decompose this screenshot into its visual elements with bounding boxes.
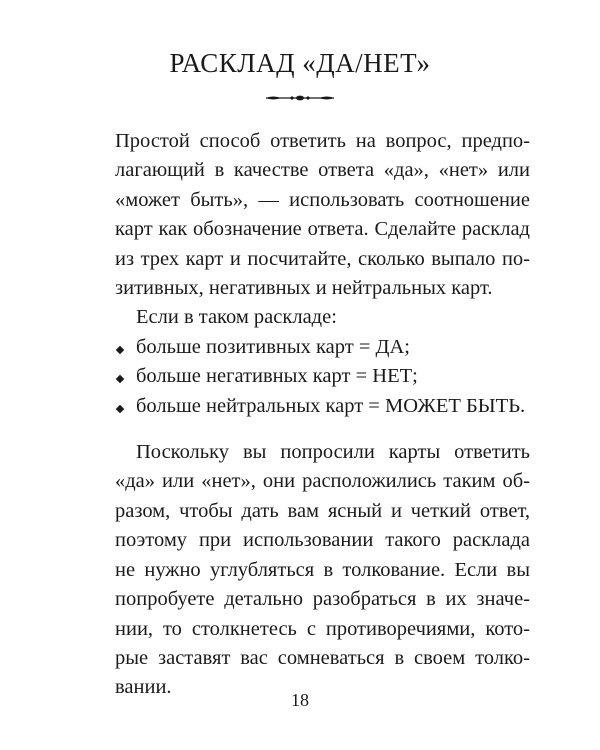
list-item-text: больше нейтральных карт = МОЖЕТ БЫТЬ.: [136, 394, 526, 417]
paragraph-2-line: поэтому при использовании такого расклада: [115, 529, 530, 552]
page-title: РАСКЛАД «ДА/НЕТ»: [169, 48, 431, 78]
paragraph-1-line: «может быть», — использовать соотношение: [115, 188, 530, 211]
list-item: [115, 362, 530, 391]
list-item: [115, 333, 530, 362]
page-number: 18: [291, 690, 309, 710]
paragraph-1-line: из трех карт и посчитайте, сколько выпало по-: [115, 247, 530, 270]
paragraph-2-line: рые заставят вас сомневаться в своем толко-: [115, 646, 530, 669]
paragraph-2-line: Поскольку вы попросили карты ответить: [136, 441, 530, 464]
bullets-intro: Если в таком раскладе:: [136, 306, 337, 329]
paragraph-2-line: нии, то столкнетесь с противоречиями, кото-: [115, 617, 530, 640]
paragraph-2-line: не нужно углубляться в толкование. Если вы: [115, 558, 530, 581]
body-text: [115, 127, 530, 703]
list-item-text: больше негативных карт = НЕТ;: [136, 365, 418, 388]
paragraph-2-line: разом, чтобы дать вам ясный и четкий ответ,: [115, 499, 530, 522]
paragraph-1-line: лагающий в качестве ответа «да», «нет» или: [115, 159, 530, 182]
paragraph-1-line: карт как обозначение ответа. Сделайте расклад: [115, 218, 530, 241]
paragraph-1-line: зитивных, негативных и нейтральных карт.: [115, 277, 493, 300]
paragraph-gap: [115, 421, 530, 438]
list-item-text: больше позитивных карт = ДА;: [136, 335, 410, 358]
paragraph-2-line: попробуете детально разобраться в их значе-: [115, 588, 530, 611]
paragraph-2-line: «да» или «нет», они расположились таким об-: [115, 470, 530, 493]
paragraph-1-line: Простой способ ответить на вопрос, предпо-: [115, 130, 530, 152]
title-ornament: [265, 91, 335, 105]
bullet-list: [115, 333, 530, 421]
paragraph-2-line: вании.: [115, 676, 172, 699]
list-item: [115, 392, 530, 421]
